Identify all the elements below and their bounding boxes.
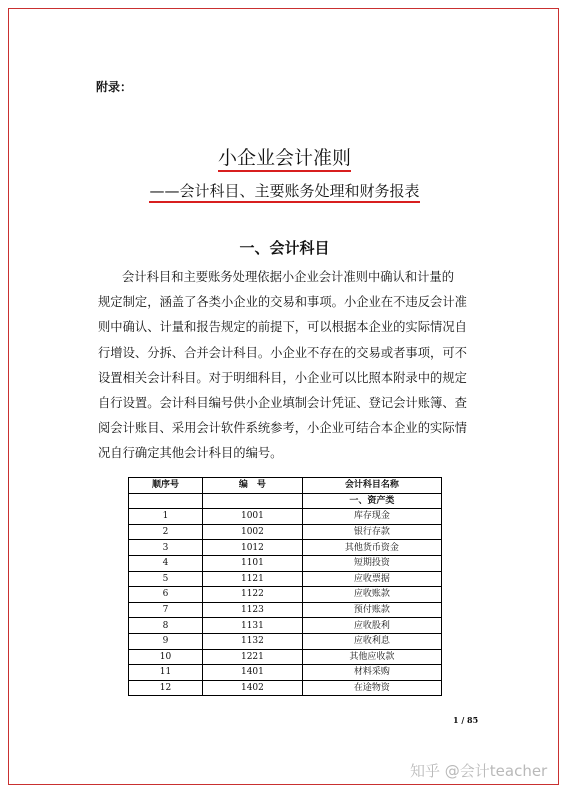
- row-sequence: 3: [129, 540, 203, 556]
- table-header-row: [129, 478, 442, 494]
- paragraph-line: 会计科目和主要账务处理依据小企业会计准则中确认和计量的: [122, 270, 455, 284]
- paragraph-line: 况自行确定其他会计科目的编号。: [98, 446, 283, 461]
- row-code: 1012: [203, 540, 303, 556]
- row-account-name: 库存现金: [302, 509, 441, 525]
- row-code: 1002: [203, 524, 303, 540]
- row-sequence: 5: [129, 571, 203, 587]
- row-code: 1123: [203, 602, 303, 618]
- row-code: 1132: [203, 633, 303, 649]
- row-account-name: 应收利息: [302, 633, 441, 649]
- document-subtitle-text: ——会计科目、主要账务处理和财务报表: [149, 182, 419, 203]
- row-account-name: 预付账款: [302, 602, 441, 618]
- paragraph-line: 自行设置。会计科目编号供小企业填制会计凭证、登记会计账簿、查: [98, 396, 467, 411]
- row-sequence: 9: [129, 633, 203, 649]
- paragraph-line: 则中确认、计量和报告规定的前提下，可以根据本企业的实际情况自: [98, 320, 467, 335]
- watermark: 知乎 @会计teacher: [410, 762, 548, 780]
- document-subtitle: [0, 180, 569, 201]
- row-sequence: 7: [129, 602, 203, 618]
- table-row: [129, 602, 442, 618]
- header-account-name: 会计科目名称: [302, 478, 441, 494]
- header-code: 编 号: [203, 478, 303, 494]
- row-account-name: 应收股利: [302, 618, 441, 634]
- row-code: 1401: [203, 665, 303, 681]
- section-title: 一、会计科目: [239, 239, 330, 257]
- row-sequence: 6: [129, 587, 203, 603]
- row-sequence: 1: [129, 509, 203, 525]
- table-row: [129, 587, 442, 603]
- row-account-name: 应收票据: [302, 571, 441, 587]
- row-sequence: 12: [129, 680, 203, 696]
- row-code: 1121: [203, 571, 303, 587]
- row-account-name: 其他货币资金: [302, 540, 441, 556]
- row-account-name: 应收账款: [302, 587, 441, 603]
- row-account-name: 材料采购: [302, 665, 441, 681]
- category-row: [129, 493, 442, 509]
- row-sequence: 4: [129, 555, 203, 571]
- header-sequence: 顺序号: [129, 478, 203, 494]
- table-cell: [203, 493, 303, 509]
- appendix-label: 附录：: [96, 80, 133, 94]
- intro-paragraph: [98, 265, 476, 467]
- table-row: [129, 571, 442, 587]
- row-code: 1402: [203, 680, 303, 696]
- document-title-text: 小企业会计准则: [218, 147, 351, 172]
- row-account-name: 银行存款: [302, 524, 441, 540]
- row-account-name: 短期投资: [302, 555, 441, 571]
- category-label: 一、资产类: [302, 493, 441, 509]
- table-row: [129, 618, 442, 634]
- document-title: [0, 143, 569, 170]
- row-code: 1122: [203, 587, 303, 603]
- row-code: 1101: [203, 555, 303, 571]
- paragraph-line: 行增设、分拆、合并会计科目。小企业不存在的交易或者事项，可不: [98, 345, 467, 360]
- table-row: [129, 524, 442, 540]
- table-cell: [129, 493, 203, 509]
- row-sequence: 2: [129, 524, 203, 540]
- row-sequence: 8: [129, 618, 203, 634]
- row-code: 1221: [203, 649, 303, 665]
- row-sequence: 10: [129, 649, 203, 665]
- table-row: [129, 540, 442, 556]
- table-row: [129, 680, 442, 696]
- table-row: [129, 509, 442, 525]
- paragraph-line: 设置相关会计科目。对于明细科目，小企业可以比照本附录中的规定: [98, 370, 467, 385]
- table-row: [129, 665, 442, 681]
- paragraph-line: 规定制定，涵盖了各类小企业的交易和事项。小企业在不违反会计准: [98, 295, 467, 310]
- table-row: [129, 555, 442, 571]
- table-row: [129, 633, 442, 649]
- row-code: 1001: [203, 509, 303, 525]
- row-sequence: 11: [129, 665, 203, 681]
- row-account-name: 在途物资: [302, 680, 441, 696]
- accounts-table: [128, 477, 442, 696]
- row-code: 1131: [203, 618, 303, 634]
- paragraph-line: 阅会计账目、采用会计软件系统参考，小企业可结合本企业的实际情: [98, 421, 467, 436]
- row-account-name: 其他应收款: [302, 649, 441, 665]
- page-number: 1 / 85: [453, 715, 479, 725]
- table-row: [129, 649, 442, 665]
